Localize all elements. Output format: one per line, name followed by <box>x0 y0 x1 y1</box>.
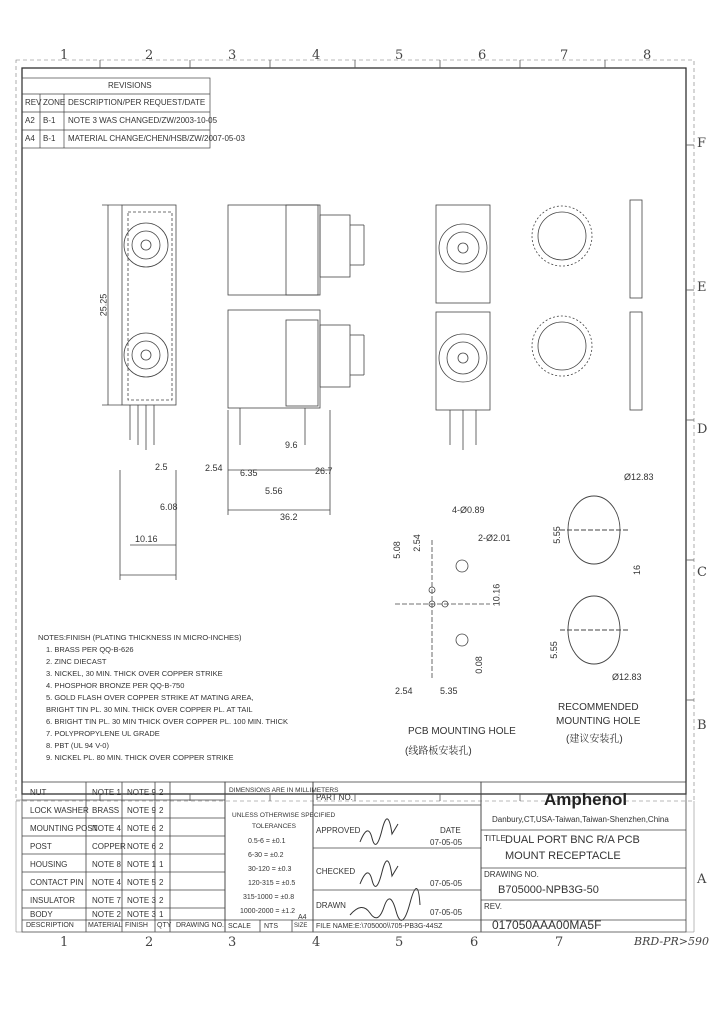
bom-qty: 2 <box>159 806 164 815</box>
zone-label-top-4: 4 <box>312 48 321 63</box>
tolerance-row: 30-120 = ±0.3 <box>248 866 292 873</box>
scale-value: NTS <box>264 923 278 930</box>
revisions-header-rev: REV <box>25 98 42 107</box>
zone-label-top-7: 7 <box>560 48 569 63</box>
bom-description: CONTACT PIN <box>30 878 84 887</box>
note-item: 8. PBT (UL 94 V-0) <box>46 741 109 750</box>
dim-10-16-pcb: 10.16 <box>491 583 502 607</box>
bom-material: NOTE 4 <box>92 878 121 887</box>
dim-overall-height: 25.25 <box>98 293 109 317</box>
date-approved: 07-05-05 <box>430 838 463 847</box>
recommended-hole-label-cn: (建议安装孔) <box>566 734 623 745</box>
bom-finish: NOTE 6 <box>127 842 156 851</box>
zone-label-top-8: 8 <box>643 48 652 63</box>
pcb-mounting-hole-label-cn: (线路板安装孔) <box>405 746 472 757</box>
bom-description: POST <box>30 842 52 851</box>
dim-pin-pitch: 2.54 <box>205 463 223 473</box>
zone-label-top-1: 1 <box>60 48 69 63</box>
bom-header-material: MATERIAL <box>88 922 123 929</box>
bom-qty: 2 <box>159 788 164 797</box>
drawing-number: B705000-NPB3G-50 <box>498 884 599 896</box>
approved-label: APPROVED <box>316 826 361 835</box>
bom-description: MOUNTING POST <box>30 824 98 833</box>
bom-finish: NOTE 1 <box>127 860 156 869</box>
checked-label: CHECKED <box>316 867 356 876</box>
notes-title: NOTES:FINISH (PLATING THICKNESS IN MICRO-INCHES) <box>38 633 242 642</box>
dim-16: 16 <box>632 564 643 576</box>
bom-finish: NOTE 9 <box>127 806 156 815</box>
dim-10-16: 10.16 <box>135 534 158 544</box>
revisions-header-zone: ZONE <box>43 98 66 107</box>
bom-description: INSULATOR <box>30 896 76 905</box>
bom-material: NOTE 7 <box>92 896 121 905</box>
bom-material: NOTE 4 <box>92 824 121 833</box>
bom-finish: NOTE 5 <box>127 878 156 887</box>
note-item: BRIGHT TIN PL. 30 MIN. THICK OVER COPPER PL. AT TAIL <box>46 705 253 714</box>
bom-description: HOUSING <box>30 860 68 869</box>
bom-qty: 2 <box>159 896 164 905</box>
revision-row-rev: A4 <box>25 134 35 143</box>
bom-material: NOTE 2 <box>92 910 121 919</box>
bom-qty: 1 <box>159 910 164 919</box>
dim-0-08: 0.08 <box>473 656 484 674</box>
note-item: 2. ZINC DIECAST <box>46 657 107 666</box>
zone-label-right-C: C <box>697 565 707 580</box>
revision-row-zone: B-1 <box>43 116 56 125</box>
company-address: Danbury,CT,USA-Taiwan,Taiwan-Shenzhen,China <box>492 815 669 824</box>
dim-5-56: 5.56 <box>265 486 283 496</box>
dim-2-5: 2.5 <box>155 462 168 472</box>
bom-qty: 2 <box>159 878 164 887</box>
bom-qty: 2 <box>159 842 164 851</box>
zone-label-bottom-6: 6 <box>470 935 479 950</box>
bom-header-description: DESCRIPTION <box>26 922 74 929</box>
scale-label: SCALE <box>228 923 251 930</box>
zone-label-bottom-7: 7 <box>555 935 564 950</box>
zone-label-right-F: F <box>697 136 707 151</box>
tolerance-unless: UNLESS OTHERWISE SPECIFIED <box>232 812 336 819</box>
dim-5-35: 5.35 <box>440 686 458 696</box>
title-label: TITLE <box>484 834 506 843</box>
bom-material: BRASS <box>92 806 120 815</box>
bom-header-drawing-no: DRAWING NO. <box>176 922 224 929</box>
dim-9-6: 9.6 <box>285 440 298 450</box>
bom-description: BODY <box>30 910 53 919</box>
tolerance-row: 315-1000 = ±0.8 <box>243 894 295 901</box>
dim-dia-12-83-top: Ø12.83 <box>624 472 654 482</box>
note-item: 1. BRASS PER QQ-B-626 <box>46 645 134 654</box>
revision-row-description: MATERIAL CHANGE/CHEN/HSB/ZW/2007-05-03 <box>68 134 245 143</box>
date-drawn: 07-05-05 <box>430 908 463 917</box>
revision-row-zone: B-1 <box>43 134 56 143</box>
bom-material: NOTE 1 <box>92 788 121 797</box>
zone-label-bottom-4: 4 <box>312 935 321 950</box>
note-item: 4. PHOSPHOR BRONZE PER QQ-B-750 <box>46 681 185 690</box>
drawn-label: DRAWN <box>316 901 346 910</box>
bom-description: NUT <box>30 788 47 797</box>
bom-material: COPPER <box>92 842 126 851</box>
zone-label-top-2: 2 <box>145 48 154 63</box>
handwritten-note: BRD-PR>590 <box>634 935 710 948</box>
dim-5-55-bottom: 5.55 <box>548 641 559 659</box>
dim-6-08: 6.08 <box>160 502 178 512</box>
rev-label: REV. <box>484 902 502 911</box>
dim-5-08: 5.08 <box>391 541 402 559</box>
bom-description: LOCK WASHER <box>30 806 89 815</box>
tolerance-row: 0.5-6 = ±0.1 <box>248 838 286 845</box>
date-checked: 07-05-05 <box>430 879 463 888</box>
bom-header-qty: QTY <box>157 922 172 929</box>
bom-qty: 1 <box>159 860 164 869</box>
drawing-no-label: DRAWING NO. <box>484 870 539 879</box>
zone-label-top-5: 5 <box>395 48 404 63</box>
bom-finish: NOTE 3 <box>127 896 156 905</box>
zone-label-top-3: 3 <box>228 48 237 63</box>
bom-finish: NOTE 3 <box>127 910 156 919</box>
recommended-hole-label-1: RECOMMENDED <box>558 702 639 713</box>
bom-finish: NOTE 9 <box>127 788 156 797</box>
dim-5-55-top: 5.55 <box>551 526 562 544</box>
dim-36-2: 36.2 <box>280 512 298 522</box>
drawing-title-line2: MOUNT RECEPTACLE <box>505 850 621 862</box>
date-label: DATE <box>440 826 461 835</box>
dim-6-35: 6.35 <box>240 468 258 478</box>
recommended-hole-label-2: MOUNTING HOLE <box>556 716 641 727</box>
dim-dia-12-83-bottom: Ø12.83 <box>612 672 642 682</box>
note-item: 9. NICKEL PL. 80 MIN. THICK OVER COPPER STRIKE <box>46 753 234 762</box>
dim-26-7: 26.7 <box>315 466 333 476</box>
bom-finish: NOTE 6 <box>127 824 156 833</box>
zone-label-bottom-1: 1 <box>60 935 69 950</box>
drawing-title-line1: DUAL PORT BNC R/A PCB <box>505 834 640 846</box>
tolerance-row: 1000-2000 = ±1.2 <box>240 908 296 915</box>
zone-label-right-E: E <box>697 280 707 295</box>
company-logo: Amphenol <box>544 790 628 809</box>
note-item: 7. POLYPROPYLENE UL GRADE <box>46 729 160 738</box>
tolerance-title: TOLERANCES <box>252 823 296 830</box>
bom-qty: 2 <box>159 824 164 833</box>
bom-header-finish: FINISH <box>125 922 148 929</box>
dim-2-holes: 2-Ø2.01 <box>478 533 511 543</box>
tolerance-row: 120-315 = ±0.5 <box>248 880 296 887</box>
size-label: SIZE <box>294 923 308 929</box>
file-name: FILE NAME:E:\705000\\705-PB3G-44SZ <box>316 923 443 930</box>
zone-label-right-A: A <box>697 872 707 887</box>
revisions-title: REVISIONS <box>108 81 152 90</box>
zone-label-bottom-5: 5 <box>395 935 404 950</box>
part-no-label: PART NO. <box>316 793 353 802</box>
part-number: 017050AAA00MA5F <box>492 918 602 932</box>
note-item: 3. NICKEL, 30 MIN. THICK OVER COPPER STRIKE <box>46 669 223 678</box>
dim-2-54-pcb: 2.54 <box>395 686 413 696</box>
tolerance-row: 6-30 = ±0.2 <box>248 852 284 859</box>
zone-label-right-D: D <box>697 422 708 437</box>
zone-label-right-B: B <box>697 718 707 733</box>
size-value: A4 <box>298 914 307 921</box>
revisions-header-description: DESCRIPTION/PER REQUEST/DATE <box>68 98 206 107</box>
dim-2-54-vertical: 2.54 <box>411 534 422 552</box>
pcb-mounting-hole-label: PCB MOUNTING HOLE <box>408 726 516 737</box>
revision-row-rev: A2 <box>25 116 35 125</box>
note-item: 6. BRIGHT TIN PL. 30 MIN THICK OVER COPPER PL. 100 MIN. THICK <box>46 717 289 726</box>
note-item: 5. GOLD FLASH OVER COPPER STRIKE AT MATING AREA, <box>46 693 254 702</box>
dim-4-holes: 4-Ø0.89 <box>452 505 485 515</box>
zone-label-top-6: 6 <box>478 48 487 63</box>
revision-row-description: NOTE 3 WAS CHANGED/ZW/2003-10-05 <box>68 116 218 125</box>
zone-label-bottom-2: 2 <box>145 935 154 950</box>
bom-material: NOTE 8 <box>92 860 121 869</box>
zone-label-bottom-3: 3 <box>228 935 237 950</box>
tolerance-units: DIMENSIONS ARE IN MILLIMETERS <box>229 787 339 794</box>
